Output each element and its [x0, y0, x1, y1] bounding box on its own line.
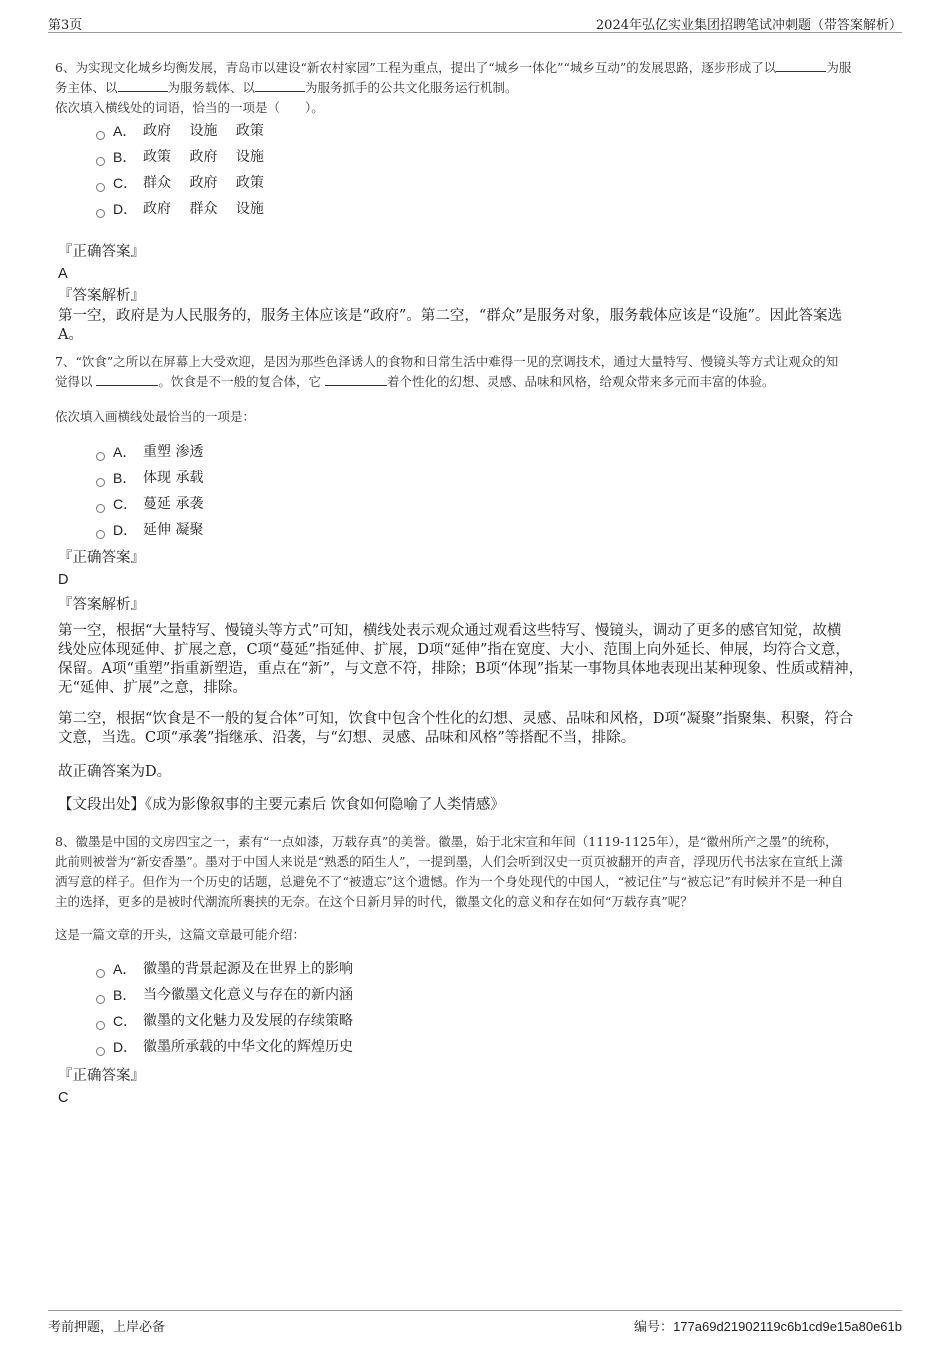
document-code: 编号：177a69d21902119c6b1cd9e15a80e61b: [634, 1319, 902, 1335]
page-number: 第3页: [48, 18, 83, 33]
q6-options: [96, 118, 264, 222]
blank-3: [255, 79, 305, 92]
q8-option-c[interactable]: C． 徽墨的文化魅力及发展的存续策略: [96, 1008, 353, 1034]
analysis-heading: 『答案解析』: [58, 288, 145, 304]
question-6-stem: [55, 58, 905, 118]
q7-source: 【文段出处】《成为影像叙事的主要元素后 饮食如何隐喻了人类情感》: [58, 797, 505, 813]
answer-heading: 『正确答案』: [58, 1068, 145, 1084]
q7-line1: 7、“饮食”之所以在屏幕上大受欢迎，是因为那些色泽诱人的食物和日常生活中难得一见的烹调技术，通过大量特写、慢镜头等方式让观众的知: [55, 354, 839, 369]
q6-option-b[interactable]: B． 政策 政府 设施: [96, 144, 264, 170]
q7-answer-block: [58, 547, 888, 616]
q8-answer-block: [58, 1065, 888, 1109]
q6-prompt: 依次填入横线处的词语，恰当的一项是（ ）。: [55, 100, 324, 115]
q6-answer-block: [58, 241, 888, 345]
radio-icon[interactable]: [96, 530, 105, 539]
blank-2: [118, 79, 168, 92]
q6-option-c[interactable]: C． 群众 政府 政策: [96, 170, 264, 196]
q8-prompt: 这是一篇文章的开头，这篇文章最可能介绍：: [55, 927, 306, 942]
q6-line1-end: 为服: [826, 60, 852, 75]
answer-value: C: [58, 1090, 69, 1106]
q7-conclusion: 故正确答案为D。: [58, 764, 172, 780]
radio-icon[interactable]: [96, 504, 105, 513]
q7-option-c[interactable]: C． 蔓延 承袭: [96, 491, 203, 517]
q7-option-d[interactable]: D． 延伸 凝聚: [96, 517, 203, 543]
radio-icon[interactable]: [96, 131, 105, 140]
answer-heading: 『正确答案』: [58, 550, 145, 566]
radio-icon[interactable]: [96, 452, 105, 461]
blank-1: [776, 59, 826, 72]
q6-line2: 务主体、以: [55, 80, 118, 95]
q7-options: [96, 439, 203, 543]
radio-icon[interactable]: [96, 969, 105, 978]
analysis-heading: 『答案解析』: [58, 597, 145, 613]
answer-value: A: [58, 266, 68, 282]
radio-icon[interactable]: [96, 995, 105, 1004]
question-8-stem: 8、徽墨是中国的文房四宝之一，素有“一点如漆，万载存真”的美誉。徽墨，始于北宋宣和年间（1119-1125年），是“徽州所产之墨”的统称， 此前则被誉为“新安香墨”。墨对于中国人来说是“熟悉的陌生人”，一提到墨，人们会听到汉史一页页被翻开的声音，浮现历代书法家在宣纸上潇 洒写意的样子。但作为一个历史的话题，总避免不了“被遗忘”这个遗憾。作为一个身处现代的中国人，“被记住”与“被忘记”有时候并不是一种自 主的选择，更多的是被时代潮流所裹挟的无奈。在这个日新月异的时代，徽墨文化的意义和存在如何“万载存真”呢？: [55, 834, 844, 909]
q8-options: [96, 956, 353, 1060]
analysis-text: 第一空，政府是为人民服务的，服务主体应该是“政府”。第二空，“群众”是服务对象，服务载体应该是“设施”。因此答案选 A。: [58, 308, 842, 343]
answer-heading: 『正确答案』: [58, 244, 145, 260]
blank-1: [96, 373, 158, 386]
blank-2: [325, 373, 387, 386]
radio-icon[interactable]: [96, 1047, 105, 1056]
radio-icon[interactable]: [96, 157, 105, 166]
q8-option-d[interactable]: D． 徽墨所承载的中华文化的辉煌历史: [96, 1034, 353, 1060]
footer-slogan: 考前押题，上岸必备: [48, 1320, 166, 1335]
q6-line2-mid: 为服务载体、以: [167, 80, 256, 95]
radio-icon[interactable]: [96, 183, 105, 192]
q7-option-b[interactable]: B． 体现 承载: [96, 465, 203, 491]
document-title: 2024年弘亿实业集团招聘笔试冲刺题（带答案解析）: [595, 18, 902, 33]
q7-option-a[interactable]: A． 重塑 渗透: [96, 439, 203, 465]
q7-analysis-p1: 第一空，根据“大量特写、慢镜头等方式”可知，横线处表示观众通过观看这些特写、慢镜头，调动了更多的感官知觉，故横 线处应体现延伸、扩展之意，C项“蔓延”指延伸、扩展，D项“延伸”指在宽度、大小、范围上向外延长、伸展，均符合文意， 保留。A项“重塑”指重新塑造，重点在“新”，与文意不符，排除；B项“体现”指某一事物具体地表现出某种现象、性质或精神， 无“延伸、扩展”之意，排除。: [58, 623, 864, 696]
question-7-stem: 7、“饮食”之所以在屏幕上大受欢迎，是因为那些色泽诱人的食物和日常生活中难得一见的烹调技术，通过大量特写、慢镜头等方式让观众的知 觉得以 。饮食是不一般的复合体，它 着个性化的幻想、灵感、品味和风格，给观众带来多元而丰富的体验。: [55, 352, 905, 392]
q6-line2-end: 为服务抓手的公共文化服务运行机制。: [305, 80, 518, 95]
radio-icon[interactable]: [96, 1021, 105, 1030]
radio-icon[interactable]: [96, 209, 105, 218]
q8-option-a[interactable]: A． 徽墨的背景起源及在世界上的影响: [96, 956, 353, 982]
q6-line1: 6、为实现文化城乡均衡发展，青岛市以建设“新农村家园”工程为重点，提出了“城乡一体化”“城乡互动”的发展思路，逐步形成了以: [55, 60, 777, 75]
page-header: [48, 12, 902, 33]
q6-option-a[interactable]: A． 政府 设施 政策: [96, 118, 264, 144]
q8-option-b[interactable]: B． 当今徽墨文化意义与存在的新内涵: [96, 982, 353, 1008]
page-footer: [48, 1310, 902, 1335]
answer-value: D: [58, 572, 69, 588]
q7-prompt: 依次填入画横线处最恰当的一项是：: [55, 409, 256, 424]
q6-option-d[interactable]: D． 政府 群众 设施: [96, 196, 264, 222]
q7-analysis-p2: 第二空，根据“饮食是不一般的复合体”可知，饮食中包含个性化的幻想、灵感、品味和风格，D项“凝聚”指聚集、积聚，符合 文意，当选。C项“承袭”指继承、沿袭，与“幻想、灵感、品味和风格”等搭配不当，排除。: [58, 711, 854, 746]
radio-icon[interactable]: [96, 478, 105, 487]
